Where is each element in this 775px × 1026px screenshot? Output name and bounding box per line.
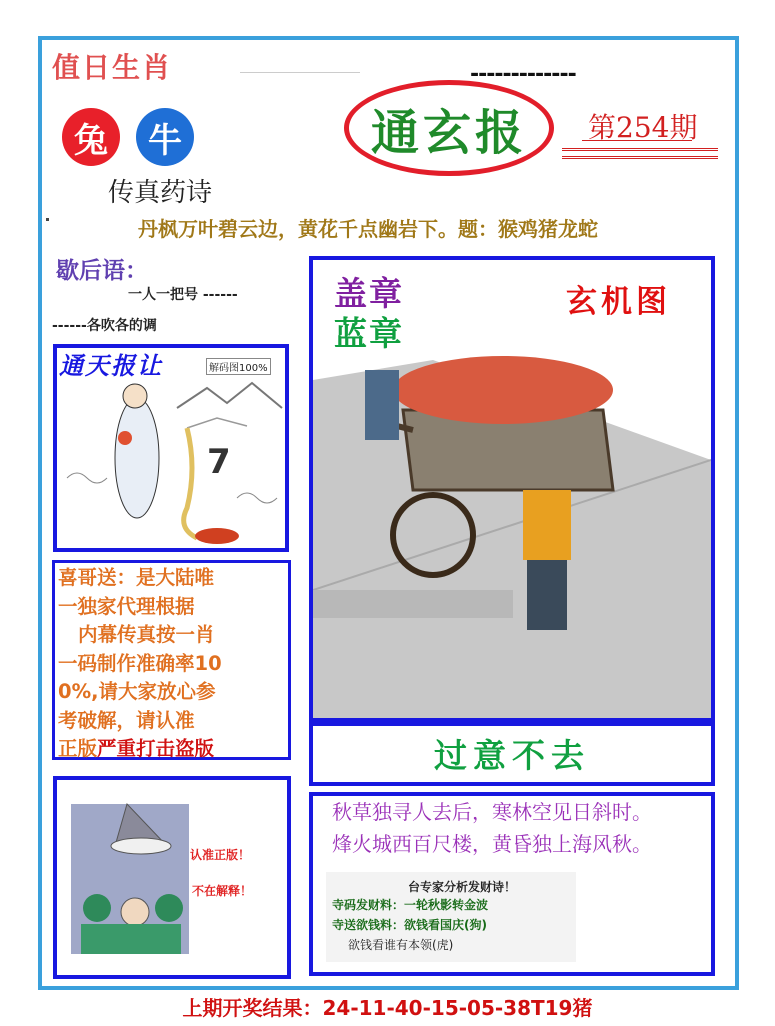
fax-poem-label: 传真药诗 — [108, 178, 213, 208]
man-front-shirt — [523, 490, 571, 560]
draw-result: 上期开奖结果：24-11-40-15-05-38T19猪 — [182, 996, 593, 1020]
doctor-head — [155, 894, 183, 922]
header-title: 值日生肖 — [52, 51, 173, 84]
doctor-illustration-box — [53, 776, 291, 979]
doctor-head — [83, 894, 111, 922]
zodiac-badge-ox: 牛 — [136, 108, 194, 166]
gold-stream — [184, 428, 197, 538]
xiehouyu-title: 歇后语： — [56, 258, 148, 284]
treasure-pot — [195, 528, 239, 544]
cart-load — [393, 356, 613, 424]
doctor-note: 不在解释！ — [192, 884, 253, 898]
mountain-outline — [187, 418, 247, 428]
cloud-swirl — [67, 473, 107, 483]
man-front-pants — [527, 560, 567, 630]
poem-line: 秋草独寻人去后，寒林空见日斜时。 — [332, 800, 652, 824]
doctor-head — [121, 898, 149, 926]
ad-line: 0%,请大家放心参 — [58, 680, 216, 703]
logo-text: 通玄报 — [370, 104, 527, 161]
road-stripe — [313, 590, 513, 618]
gourd — [118, 431, 132, 445]
issue-number: 第254期 — [588, 111, 698, 144]
doctor-gowns — [81, 924, 181, 954]
issue-double-line — [562, 156, 718, 165]
lamp-light — [111, 838, 171, 854]
poem-text — [332, 796, 652, 860]
stamp-purple: 盖章 — [334, 274, 404, 313]
caption-text: 过意不去 — [434, 736, 590, 775]
doctor-note: 认准正版！ — [190, 848, 251, 862]
stamp-green: 蓝章 — [334, 314, 404, 353]
issue-underline — [582, 140, 692, 141]
ad-warning: 严重打击盗版 — [97, 737, 215, 760]
header-dashes: ------------- — [470, 62, 576, 87]
number-seven: 7 — [207, 442, 231, 482]
cloud-swirl — [237, 493, 277, 503]
tips-line: 寺送欲钱料：欲钱看国庆(狗) — [332, 918, 487, 932]
doctor-illustration — [57, 780, 287, 975]
xiehouyu-line: ------各吹各的调 — [52, 318, 157, 334]
poem-line: 丹枫万叶碧云边，黄花千点幽岩下。题：猴鸡猪龙蛇 — [138, 217, 598, 241]
ad-line: 一独家代理根据 — [58, 594, 195, 618]
man-back-shirt — [365, 370, 399, 440]
tianji-subtitle: 解码图100% — [206, 358, 271, 375]
logo-badge — [344, 80, 554, 176]
ad-line: 一码制作准确率10 — [58, 651, 222, 675]
immortal-head — [123, 384, 147, 408]
ad-line-part: 正版 — [58, 737, 98, 760]
main-image-title: 玄机图 — [566, 284, 671, 320]
ad-text — [58, 564, 288, 764]
tianji-title: 通天报让 — [59, 352, 163, 380]
ad-line: 考破解，请认准 — [58, 708, 195, 732]
zodiac-badge-rabbit: 兔 — [62, 108, 120, 166]
tips-line: 欲钱看谁有本领(虎) — [348, 938, 454, 952]
tips-title: 台专家分析发财诗！ — [408, 880, 517, 894]
header-divider — [240, 72, 360, 73]
bullet-dot — [46, 218, 49, 221]
ad-line: 内幕传真按一肖 — [78, 623, 215, 646]
xiehouyu-line: 一人一把号 ------ — [128, 287, 238, 303]
mountain-outline — [177, 383, 282, 408]
poem-line: 烽火城西百尺楼，黄昏独上海风秋。 — [332, 832, 652, 856]
immortal-robe — [115, 398, 159, 518]
ad-line — [58, 735, 288, 764]
tips-line: 寺码发财料：一轮秋影转金波 — [332, 898, 489, 912]
ad-line: 喜哥送：是大陆唯 — [58, 566, 215, 589]
